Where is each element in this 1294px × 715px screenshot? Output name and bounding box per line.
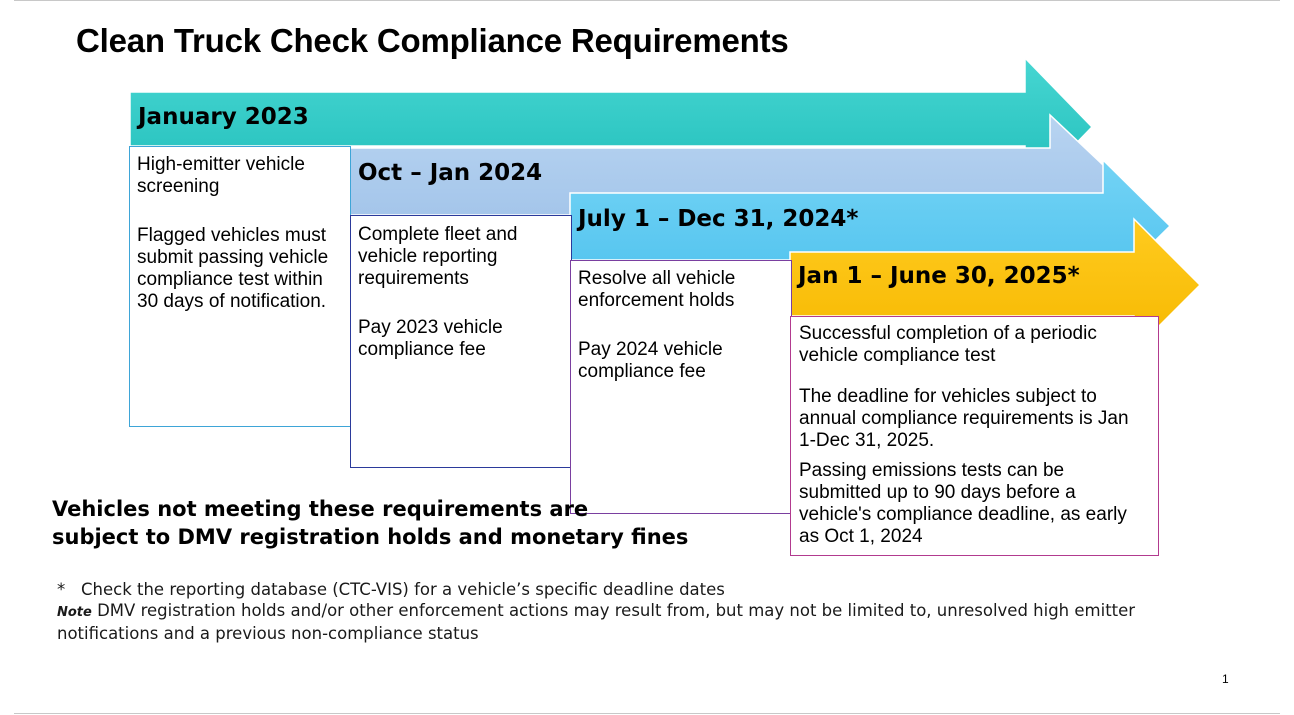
stage-1-item-2: Flagged vehicles must submit passing vehicle compliance test within 30 days of notification. (137, 225, 329, 312)
stage-2-label: Oct – Jan 2024 (358, 160, 543, 186)
asterisk-footnote (57, 579, 1217, 600)
stage-1-box (129, 146, 351, 427)
stage-4-box (790, 316, 1159, 556)
warning-line-1: Vehicles not meeting these requirements are (52, 497, 589, 521)
stage-2-item-1: Complete fleet and vehicle reporting requirements (358, 224, 518, 289)
page-number: 1 (1222, 672, 1229, 686)
footnotes (57, 579, 1217, 644)
stage-3-item-1: Resolve all vehicle enforcement holds (578, 268, 736, 311)
stage-4-label: Jan 1 – June 30, 2025* (798, 263, 1080, 289)
stage-3-label: July 1 – Dec 31, 2024* (578, 206, 859, 232)
warning-line-2: subject to DMV registration holds and monetary fines (52, 525, 689, 549)
stage-4-item-2: The deadline for vehicles subject to annual compliance requirements is Jan 1-Dec 31, 2025. (799, 386, 1129, 451)
stage-3-item-2: Pay 2024 vehicle compliance fee (578, 339, 723, 382)
bottom-rule (14, 713, 1280, 714)
stage-3-box (570, 260, 792, 514)
warning-text (52, 495, 688, 551)
page-title: Clean Truck Check Compliance Requirements (76, 22, 789, 59)
stage-4-item-1: Successful completion of a periodic vehicle compliance test (799, 323, 1097, 366)
note-footnote-text: DMV registration holds and/or other enforcement actions may result from, but may not be limited to, unresolved high emitter notifications and a previous non-compliance status (57, 601, 1136, 643)
asterisk-footnote-text: Check the reporting database (CTC-VIS) for a vehicle’s specific deadline dates (81, 580, 725, 599)
asterisk-symbol: * (57, 580, 66, 599)
note-footnote (57, 600, 1217, 644)
stage-4-item-3: Passing emissions tests can be submitted up to 90 days before a vehicle's compliance deadline, as early as Oct 1, 2024 (799, 460, 1127, 547)
stage-2-item-2: Pay 2023 vehicle compliance fee (358, 317, 503, 360)
stage-1-item-1: High-emitter vehicle screening (137, 154, 305, 197)
stage-2-box (350, 215, 572, 468)
stage-1-label: January 2023 (138, 104, 309, 130)
note-label: Note (57, 605, 92, 620)
